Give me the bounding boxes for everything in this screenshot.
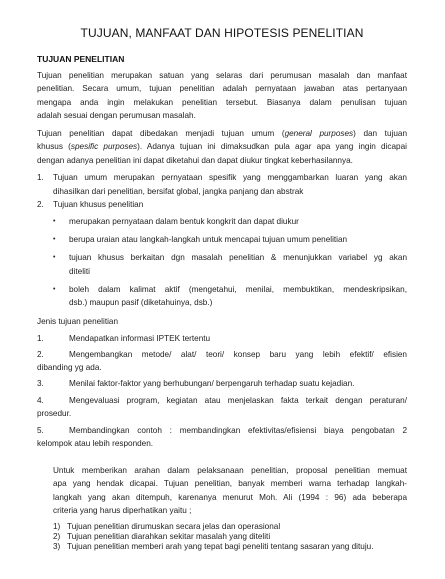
specific-label: Tujuan khusus penelitian: [53, 200, 144, 209]
list-number: 3): [53, 542, 61, 551]
arahan-text: Untuk memberikan arahan dalam pelaksanaan penelitian, proposal penelitian memuat: [53, 466, 407, 475]
list-number: 2.: [37, 350, 44, 359]
bullet-text: dsb.) maupun pasif (diketahuinya, dsb.): [69, 298, 213, 307]
jenis-text: Mengevaluasi program, kegiatan atau menjelaskan fakta terkait dengan peraturan/: [69, 396, 407, 405]
types-line: khusus (spesific purposes). Adanya tujuan ini dimaksudkan pula agar apa yang ingin dicapai: [37, 142, 407, 151]
arahan-text: langkah yang akan ditempuh, karenanya menurut Moh. Ali (1994 : 96) ada beberapa: [53, 493, 407, 502]
list-number: 5.: [37, 426, 44, 435]
criteria-text: Tujuan penelitian memberi arah yang tepat bagi peneliti tentang sasaran yang dituju.: [67, 542, 374, 551]
bullet-text: diteliti: [69, 267, 90, 276]
list-number: 1.: [37, 173, 44, 182]
bullet-text: boleh dalam kalimat aktif (mengetahui, menilai, membuktikan, mendeskripsikan,: [69, 285, 407, 294]
jenis-heading: Jenis tujuan penelitian: [37, 317, 119, 326]
bullet-text: berupa uraian atau langkah-langkah untuk mencapai tujuan umum penelitian: [69, 235, 348, 244]
list-number: 1.: [37, 334, 44, 343]
arahan-text: apa yang hendak dicapai. Tujuan penelitian, banyak memberi warna terhadap langkah-: [53, 479, 407, 488]
bullet-icon: •: [53, 218, 56, 225]
general-line: dihasilkan dari penelitian, bersifat global, jangka panjang dan abstrak: [53, 187, 304, 196]
bullet-text: merupakan pernyataan dalam bentuk kongkrit dan dapat diukur: [69, 217, 299, 226]
criteria-text: Tujuan penelitian diarahkan sekitar masalah yang diteliti: [67, 532, 271, 541]
list-number: 2.: [37, 200, 44, 209]
list-number: 4.: [37, 396, 44, 405]
bullet-icon: •: [53, 286, 56, 293]
list-number: 1): [53, 522, 61, 531]
jenis-text: Membandingkan contoh : membandingkan efektivitas/efisiensi biaya pengobatan 2: [69, 426, 407, 435]
section-heading: TUJUAN PENELITIAN: [37, 54, 125, 64]
bullet-icon: •: [53, 254, 56, 261]
bullet-text: tujuan khusus berkaitan dgn masalah penelitian & menunjukkan variabel yg akan: [69, 253, 407, 262]
jenis-text: Mendapatkan informasi IPTEK tertentu: [69, 334, 211, 343]
types-line: Tujuan penelitian dapat dibedakan menjadi tujuan umum (general purposes) dan tujuan: [37, 129, 407, 138]
page-title: TUJUAN, MANFAAT DAN HIPOTESIS PENELITIAN: [80, 26, 364, 40]
bullet-icon: •: [53, 236, 56, 243]
intro-line: penelitian. Secara umum, tujuan penelitian adalah pernyataan jawaban atas pertanyaan: [37, 84, 407, 93]
criteria-text: Tujuan penelitian dirumuskan secara jelas dan operasional: [67, 522, 281, 531]
intro-line: adalah sesuai dengan perumusan masalah.: [37, 111, 196, 120]
intro-line: Tujuan penelitian merupakan satuan yang selaras dari perumusan masalah dan manfaat: [37, 71, 407, 80]
arahan-text: criteria yang harus diperhatikan yaitu ;: [53, 506, 192, 515]
types-line: dengan adanya penelitian ini dapat diketahui dan dapat diukur tingkat keberhasilannya.: [37, 156, 353, 165]
jenis-text: Mengembangkan metode/ alat/ teori/ konsep baru yang lebih efektif/ efisien: [69, 350, 407, 359]
jenis-text: prosedur.: [37, 409, 72, 418]
list-number: 3.: [37, 379, 44, 388]
jenis-text: kelompok atau lebih responden.: [37, 439, 154, 448]
jenis-text: Menilai faktor-faktor yang berhubungan/ berpengaruh terhadap suatu kejadian.: [69, 379, 355, 388]
general-line: Tujuan umum merupakan pernyataan spesifik yang menggambarkan luaran yang akan: [53, 173, 407, 182]
intro-line: mengapa anda ingin melakukan penelitian tersebut. Biasanya dalam penulisan tujuan: [37, 98, 407, 107]
list-number: 2): [53, 532, 61, 541]
jenis-text: dibanding yg ada.: [37, 363, 102, 372]
